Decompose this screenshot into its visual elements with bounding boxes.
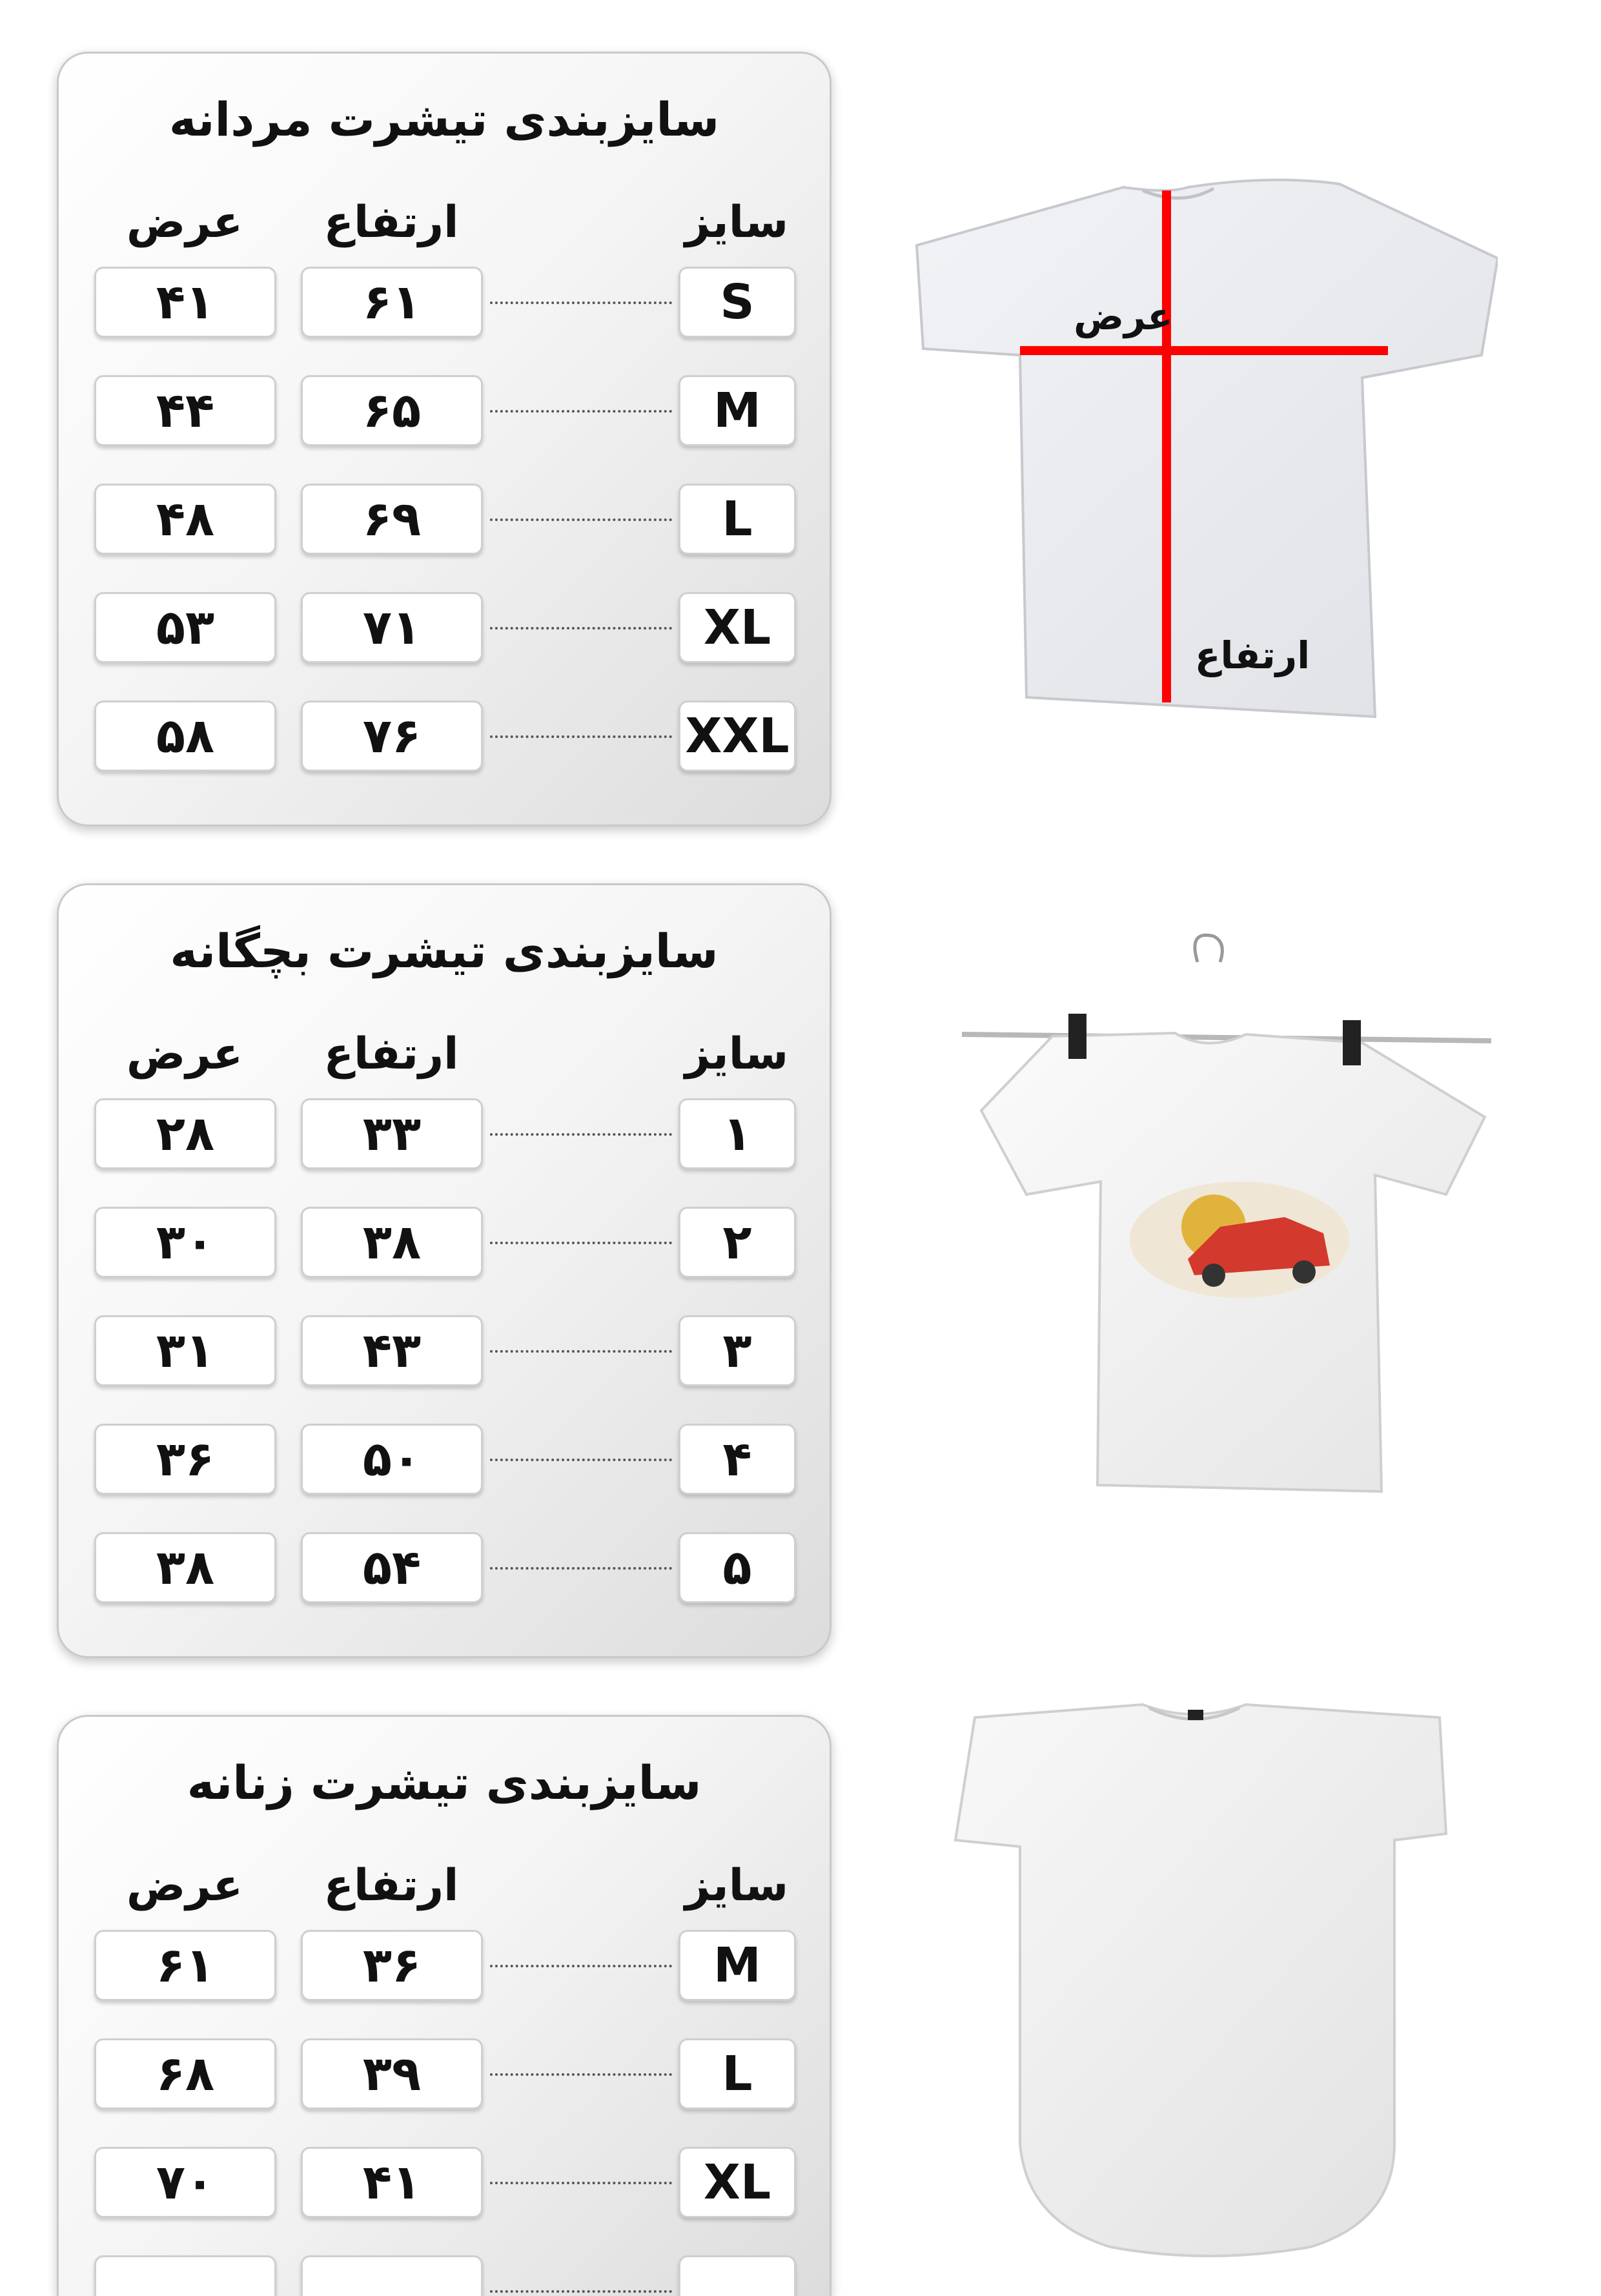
height-cell: ۴۳ xyxy=(301,1315,483,1386)
width-cell xyxy=(94,2255,276,2296)
men-tshirt-measure-image xyxy=(910,161,1498,723)
dotted-leader xyxy=(490,518,672,521)
size-cell: L xyxy=(678,2038,796,2109)
women-size-card xyxy=(57,1715,831,2296)
label-tag xyxy=(1188,1710,1203,1720)
size-cell: ۲ xyxy=(678,1207,796,1278)
height-cell: ۳۶ xyxy=(301,1930,483,2001)
men-size-card xyxy=(57,52,831,826)
size-cell: M xyxy=(678,375,796,446)
header-size: سایز xyxy=(684,197,789,248)
table-row xyxy=(59,375,830,446)
table-row xyxy=(59,2255,830,2296)
width-cell: ۳۰ xyxy=(94,1207,276,1278)
table-row xyxy=(59,1207,830,1278)
card-title: سایزبندی تیشرت مردانه xyxy=(168,92,720,147)
header-width: عرض xyxy=(126,197,243,248)
width-cell: ۴۸ xyxy=(94,484,276,555)
height-label: ارتفاع xyxy=(1194,633,1310,677)
table-row xyxy=(59,701,830,772)
height-cell: ۳۸ xyxy=(301,1207,483,1278)
table-row xyxy=(59,2038,830,2109)
width-cell: ۵۳ xyxy=(94,592,276,663)
header-size: سایز xyxy=(684,1860,789,1911)
height-cell: ۳۹ xyxy=(301,2038,483,2109)
header-width: عرض xyxy=(126,1029,243,1080)
dotted-leader xyxy=(490,2182,672,2184)
table-row xyxy=(59,1098,830,1169)
table-row xyxy=(59,267,830,338)
width-cell: ۶۸ xyxy=(94,2038,276,2109)
height-cell: ۶۹ xyxy=(301,484,483,555)
size-cell: ۱ xyxy=(678,1098,796,1169)
card-title: سایزبندی تیشرت بچگانه xyxy=(170,924,719,978)
height-cell: ۶۱ xyxy=(301,267,483,338)
width-cell: ۵۸ xyxy=(94,701,276,772)
hanger-hook xyxy=(1195,935,1222,962)
table-row xyxy=(59,1930,830,2001)
dotted-leader xyxy=(490,735,672,738)
card-title: سایزبندی تیشرت زنانه xyxy=(187,1756,702,1810)
size-cell xyxy=(678,2255,796,2296)
dotted-leader xyxy=(490,1965,672,1967)
height-cell: ۵۰ xyxy=(301,1424,483,1495)
size-cell: ۳ xyxy=(678,1315,796,1386)
width-cell: ۳۶ xyxy=(94,1424,276,1495)
kids-tshirt-image xyxy=(943,923,1498,1504)
clip-icon xyxy=(1343,1020,1361,1065)
size-cell: XL xyxy=(678,2147,796,2218)
size-cell: L xyxy=(678,484,796,555)
height-cell: ۳۳ xyxy=(301,1098,483,1169)
width-cell: ۴۴ xyxy=(94,375,276,446)
dotted-leader xyxy=(490,627,672,630)
header-height: ارتفاع xyxy=(323,197,459,248)
table-row xyxy=(59,1424,830,1495)
dotted-leader xyxy=(490,1567,672,1570)
width-cell: ۷۰ xyxy=(94,2147,276,2218)
header-height: ارتفاع xyxy=(323,1860,459,1911)
size-cell: ۴ xyxy=(678,1424,796,1495)
dotted-leader xyxy=(490,2073,672,2076)
table-row xyxy=(59,484,830,555)
table-row xyxy=(59,1315,830,1386)
table-row xyxy=(59,1532,830,1603)
dotted-leader xyxy=(490,1459,672,1461)
kids-size-card xyxy=(57,883,831,1658)
size-cell: S xyxy=(678,267,796,338)
table-row xyxy=(59,2147,830,2218)
width-cell: ۳۱ xyxy=(94,1315,276,1386)
dotted-leader xyxy=(490,1133,672,1136)
header-size: سایز xyxy=(684,1029,789,1080)
header-height: ارتفاع xyxy=(323,1029,459,1080)
width-cell: ۲۸ xyxy=(94,1098,276,1169)
height-cell xyxy=(301,2255,483,2296)
width-cell: ۴۱ xyxy=(94,267,276,338)
size-cell: XXL xyxy=(678,701,796,772)
height-cell: ۷۶ xyxy=(301,701,483,772)
width-cell: ۳۸ xyxy=(94,1532,276,1603)
height-cell: ۷۱ xyxy=(301,592,483,663)
height-cell: ۶۵ xyxy=(301,375,483,446)
women-tshirt-image xyxy=(949,1692,1453,2265)
size-cell: M xyxy=(678,1930,796,2001)
header-width: عرض xyxy=(126,1860,243,1911)
dotted-leader xyxy=(490,1242,672,1244)
dotted-leader xyxy=(490,2290,672,2293)
height-cell: ۴۱ xyxy=(301,2147,483,2218)
width-cell: ۶۱ xyxy=(94,1930,276,2001)
dotted-leader xyxy=(490,410,672,413)
width-label: عرض xyxy=(1074,294,1173,338)
clip-icon xyxy=(1068,1014,1086,1059)
table-row xyxy=(59,592,830,663)
size-cell: XL xyxy=(678,592,796,663)
dotted-leader xyxy=(490,1350,672,1353)
dotted-leader xyxy=(490,302,672,304)
height-cell: ۵۴ xyxy=(301,1532,483,1603)
size-cell: ۵ xyxy=(678,1532,796,1603)
